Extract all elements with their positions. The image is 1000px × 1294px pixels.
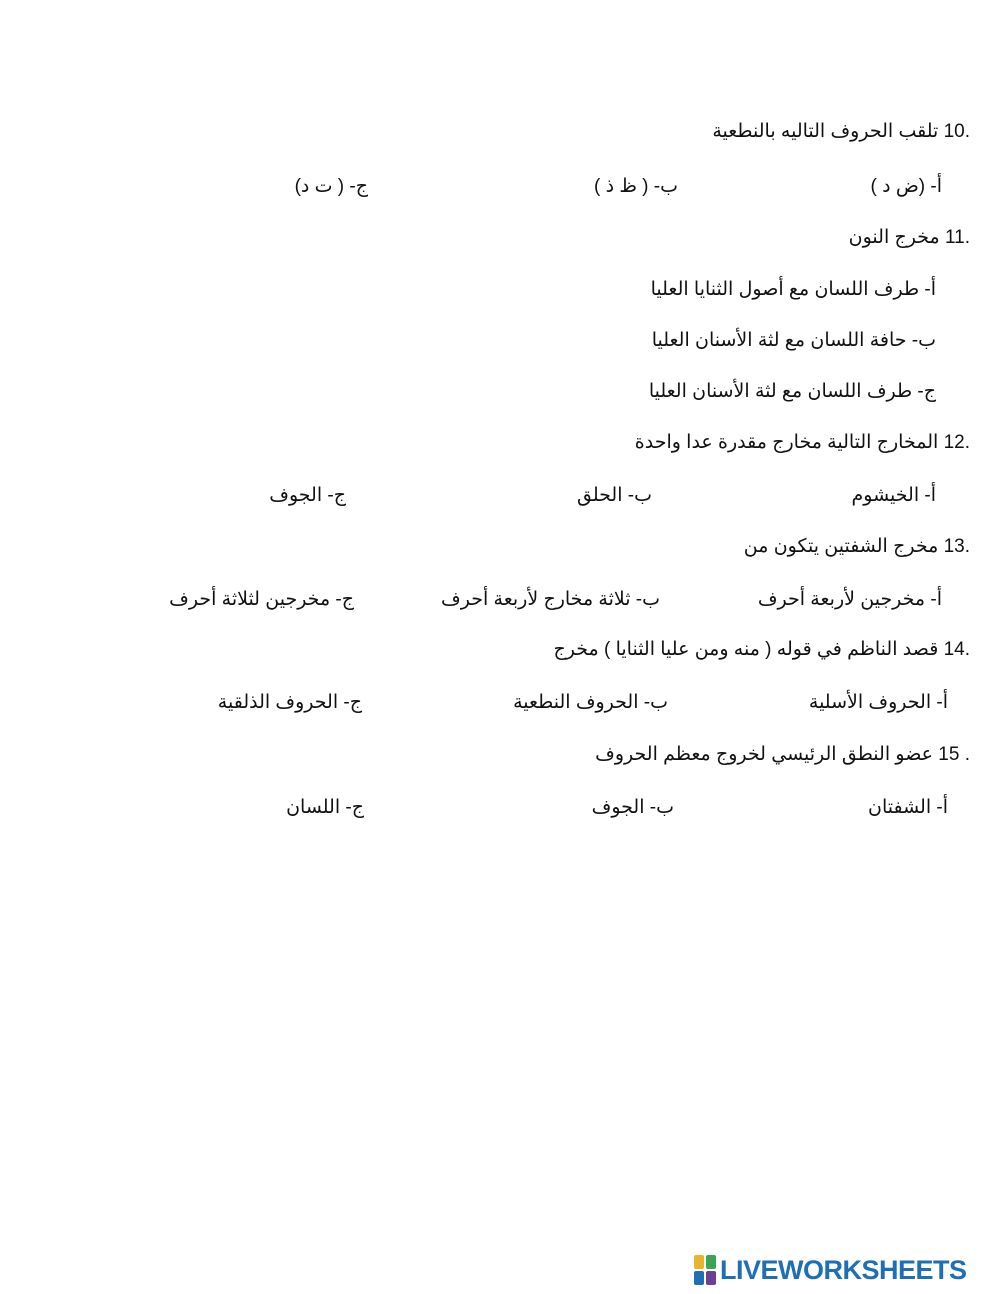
logo-square bbox=[694, 1271, 704, 1285]
logo-square bbox=[706, 1271, 716, 1285]
question-13 bbox=[744, 535, 970, 558]
question-text: عضو النطق الرئيسي لخروج معظم الحروف bbox=[595, 744, 934, 765]
option-b[interactable]: ب- ثلاثة مخارج لأربعة أحرف bbox=[441, 589, 660, 610]
question-14 bbox=[554, 638, 970, 661]
option-c[interactable]: ج- اللسان bbox=[286, 797, 364, 818]
liveworksheets-logo-icon bbox=[694, 1255, 716, 1285]
question-text: قصد الناظم في قوله ( منه ومن عليا الثنايا ) مخرج bbox=[553, 639, 939, 660]
question-10 bbox=[712, 120, 970, 143]
option-c[interactable]: ج- الجوف bbox=[269, 485, 346, 506]
option-a[interactable]: أ- طرف اللسان مع أصول الثنايا العليا bbox=[650, 279, 936, 300]
option-a[interactable]: أ- الحروف الأسلية bbox=[808, 692, 948, 713]
option-b[interactable]: ب- الجوف bbox=[591, 797, 674, 818]
question-text: المخارج التالية مخارج مقدرة عدا واحدة bbox=[634, 432, 939, 453]
question-text: تلقب الحروف التاليه بالنطعية bbox=[712, 121, 939, 142]
option-c[interactable]: ج- ( ت د) bbox=[294, 176, 368, 197]
question-11 bbox=[849, 226, 970, 249]
brand-name: LIVEWORKSHEETS bbox=[720, 1254, 967, 1285]
option-c[interactable]: ج- مخرجين لثلاثة أحرف bbox=[169, 589, 354, 610]
liveworksheets-logo[interactable] bbox=[694, 1255, 967, 1285]
option-b[interactable]: ب- الحروف النطعية bbox=[513, 692, 668, 713]
option-c[interactable]: ج- الحروف الذلقية bbox=[217, 692, 362, 713]
option-c[interactable]: ج- طرف اللسان مع لثة الأسنان العليا bbox=[648, 381, 936, 402]
question-12 bbox=[635, 431, 970, 454]
option-a[interactable]: أ- مخرجين لأربعة أحرف bbox=[757, 589, 942, 610]
question-number: 13. bbox=[943, 536, 970, 557]
question-number: 10. bbox=[943, 121, 970, 142]
option-a[interactable]: أ- (ض د ) bbox=[870, 176, 942, 197]
logo-square bbox=[694, 1255, 704, 1269]
question-text: مخرج الشفتين يتكون من bbox=[743, 536, 939, 557]
option-b[interactable]: ب- حافة اللسان مع لثة الأسنان العليا bbox=[651, 330, 936, 351]
option-a[interactable]: أ- الشفتان bbox=[868, 797, 948, 818]
option-b[interactable]: ب- الحلق bbox=[577, 485, 652, 506]
question-number: 15 . bbox=[938, 744, 970, 765]
option-b[interactable]: ب- ( ظ ذ ) bbox=[593, 176, 678, 197]
question-text: مخرج النون bbox=[848, 227, 940, 248]
option-a[interactable]: أ- الخيشوم bbox=[851, 485, 936, 506]
question-number: 14. bbox=[943, 639, 970, 660]
logo-square bbox=[706, 1255, 716, 1269]
question-15 bbox=[595, 743, 970, 766]
question-number: 12. bbox=[943, 432, 970, 453]
question-number: 11. bbox=[944, 227, 970, 248]
